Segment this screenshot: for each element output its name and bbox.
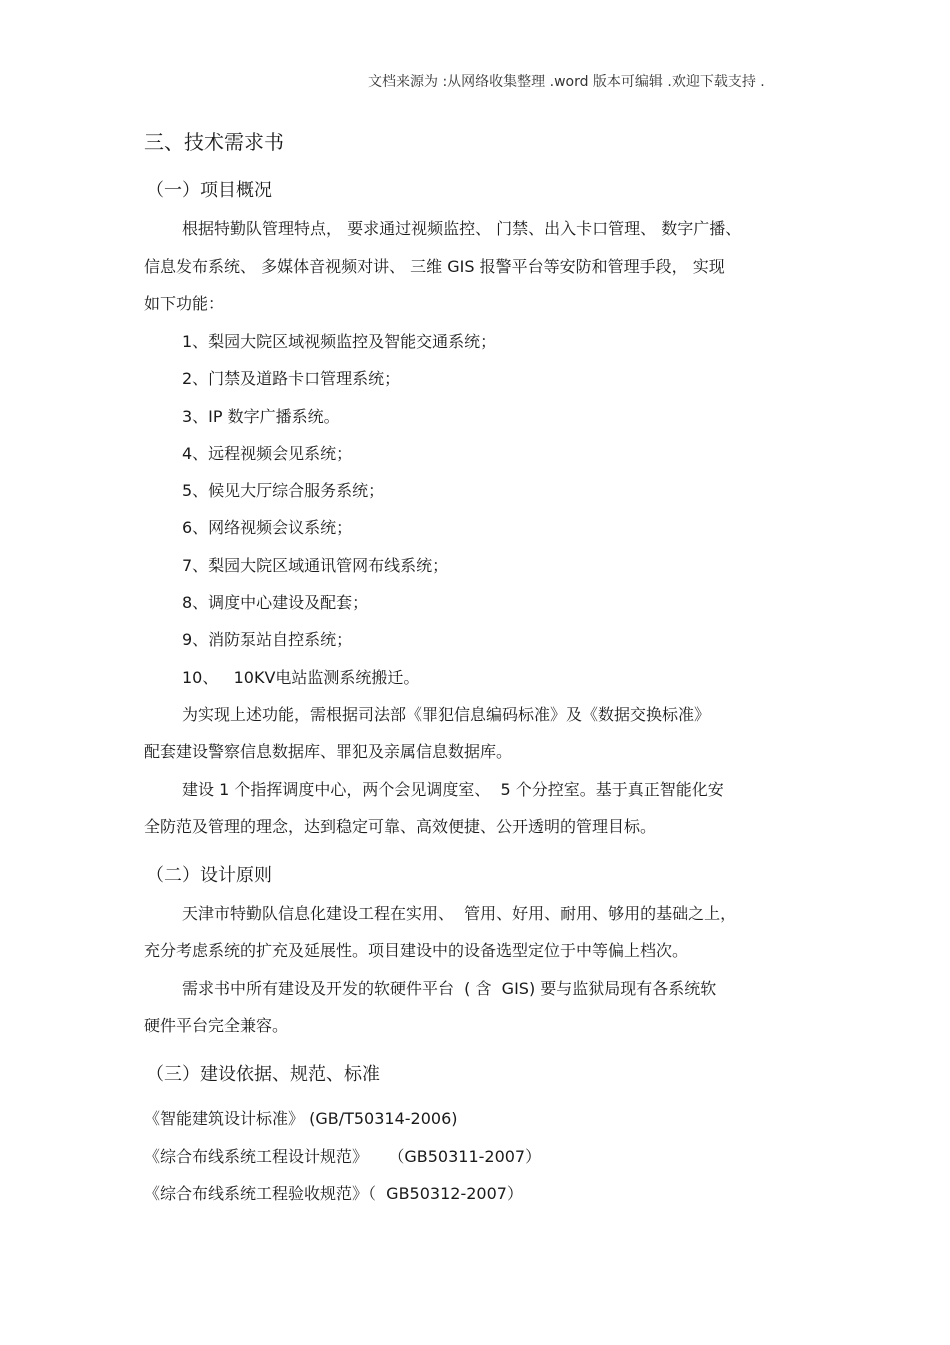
function-list-item: 1、梨园大院区域视频监控及智能交通系统； xyxy=(182,332,497,351)
overview-paragraph-line: 为实现上述功能，需根据司法部《罪犯信息编码标准》及《数据交换标准》 xyxy=(182,705,711,724)
standards-heading: （三）建设依据、规范、标准 xyxy=(146,1064,380,1085)
principles-paragraph-line: 天津市特勤队信息化建设工程在实用、 管用、好用、耐用、够用的基础之上， xyxy=(182,904,737,923)
function-list-item: 2、门禁及道路卡口管理系统； xyxy=(182,369,401,388)
section-title: 三、技术需求书 xyxy=(144,130,284,154)
overview-intro-line: 信息发布系统、 多媒体音视频对讲、 三维 GIS 报警平台等安防和管理手段， 实现 xyxy=(144,257,725,276)
overview-heading: （一）项目概况 xyxy=(146,180,272,201)
principles-paragraph-line: 需求书中所有建设及开发的软硬件平台 ( 含 GIS) 要与监狱局现有各系统软 xyxy=(182,979,717,998)
function-list-item: 8、调度中心建设及配套； xyxy=(182,593,369,612)
principles-heading: （二）设计原则 xyxy=(146,865,272,886)
standard-item: 《智能建筑设计标准》 (GB/T50314-2006) xyxy=(144,1109,458,1128)
overview-intro-line: 如下功能： xyxy=(144,294,225,313)
principles-paragraph-line: 充分考虑系统的扩充及延展性。项目建设中的设备选型定位于中等偏上档次。 xyxy=(144,941,689,960)
function-list-item: 5、候见大厅综合服务系统； xyxy=(182,481,385,500)
standard-item: 《综合布线系统工程设计规范》 （GB50311-2007） xyxy=(144,1147,542,1166)
header-source-note: 文档来源为 :从网络收集整理 .word 版本可编辑 .欢迎下载支持 . xyxy=(368,74,765,90)
overview-paragraph-line: 全防范及管理的理念，达到稳定可靠、高效便捷、公开透明的管理目标。 xyxy=(144,817,657,836)
function-list-item: 6、网络视频会议系统； xyxy=(182,518,353,537)
function-list-item: 9、消防泵站自控系统； xyxy=(182,630,353,649)
function-list-item: 10、 10KV电站监测系统搬迁。 xyxy=(182,668,420,687)
overview-paragraph-line: 建设 1 个指挥调度中心，两个会见调度室、 5 个分控室。基于真正智能化安 xyxy=(182,780,724,799)
function-list-item: 4、远程视频会见系统； xyxy=(182,444,353,463)
overview-intro-line: 根据特勤队管理特点， 要求通过视频监控、 门禁、出入卡口管理、 数字广播、 xyxy=(182,219,742,238)
function-list-item: 7、梨园大院区域通讯管网布线系统； xyxy=(182,556,449,575)
function-list-item: 3、IP 数字广播系统。 xyxy=(182,407,340,426)
overview-paragraph-line: 配套建设警察信息数据库、罪犯及亲属信息数据库。 xyxy=(144,742,513,761)
standard-item: 《综合布线系统工程验收规范》（ GB50312-2007） xyxy=(144,1184,523,1203)
principles-paragraph-line: 硬件平台完全兼容。 xyxy=(144,1016,289,1035)
